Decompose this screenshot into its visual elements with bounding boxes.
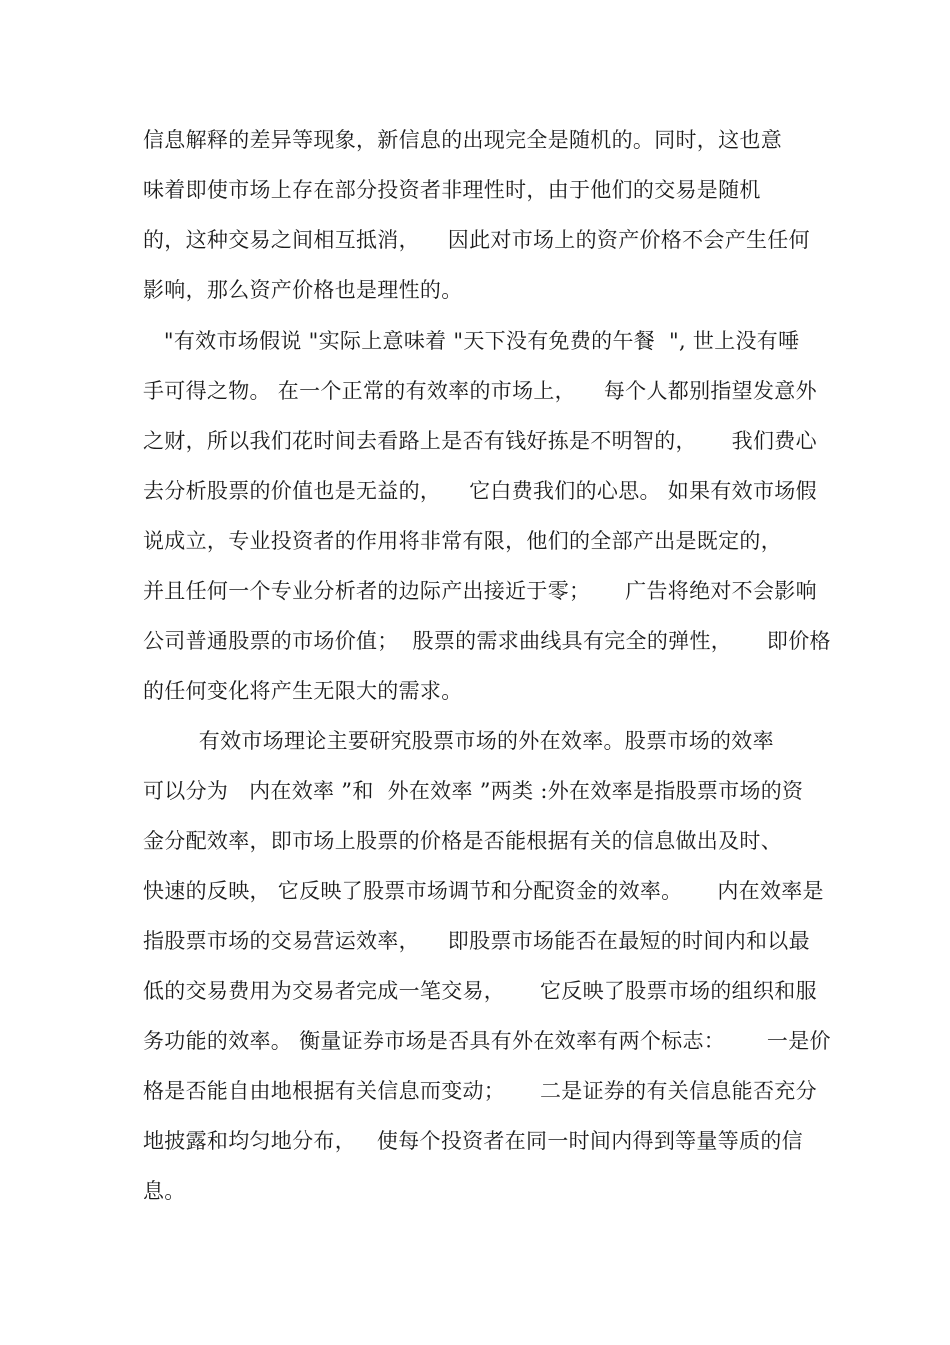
text-line: 公司普通股票的市场价值； 股票的需求曲线具有完全的弹性， 即价格 — [143, 629, 831, 653]
text-line: 格是否能自由地根据有关信息而变动； 二是证券的有关信息能否充分 — [143, 1079, 817, 1103]
text-line: 说成立，专业投资者的作用将非常有限，他们的全部产出是既定的， — [143, 529, 782, 553]
text-line: 低的交易费用为交易者完成一笔交易， 它反映了股票市场的组织和服 — [143, 979, 817, 1003]
text-line: 有效市场理论主要研究股票市场的外在效率。股票市场的效率 — [143, 729, 774, 753]
text-line: 的任何变化将产生无限大的需求。 — [143, 679, 463, 703]
text-line: 息。 — [143, 1179, 186, 1203]
text-line: 的，这种交易之间相互抵消， 因此对市场上的资产价格不会产生任何 — [143, 228, 810, 252]
text-line: 指股票市场的交易营运效率， 即股票市场能否在最短的时间内和以最 — [143, 929, 810, 953]
text-line: 影响，那么资产价格也是理性的。 — [143, 278, 463, 302]
text-line: 地披露和均匀地分布， 使每个投资者在同一时间内得到等量等质的信 — [143, 1129, 803, 1153]
text-line: 手可得之物。 在一个正常的有效率的市场上， 每个人都别指望发意外 — [143, 379, 817, 403]
text-line: 可以分为 内在效率 ”和 外在效率 ”两类 :外在效率是指股票市场的资 — [143, 779, 804, 803]
text-line: 味着即使市场上存在部分投资者非理性时，由于他们的交易是随机 — [143, 178, 761, 202]
text-line: 务功能的效率。 衡量证券市场是否具有外在效率有两个标志： 一是价 — [143, 1029, 831, 1053]
text-line: 金分配效率，即市场上股票的价格是否能根据有关的信息做出及时、 — [143, 829, 782, 853]
text-line: 之财，所以我们花时间去看路上是否有钱好拣是不明智的， 我们费心 — [143, 429, 817, 453]
text-line: 去分析股票的价值也是无益的， 它白费我们的心思。 如果有效市场假 — [143, 479, 817, 503]
text-line: 快速的反映， 它反映了股票市场调节和分配资金的效率。 内在效率是 — [143, 879, 824, 903]
text-line: 信息解释的差异等现象，新信息的出现完全是随机的。同时，这也意 — [143, 128, 782, 152]
text-line: "有效市场假说 "实际上意味着 "天下没有免费的午餐 ", 世上没有唾 — [143, 329, 800, 353]
text-line: 并且任何一个专业分析者的边际产出接近于零； 广告将绝对不会影响 — [143, 579, 817, 603]
